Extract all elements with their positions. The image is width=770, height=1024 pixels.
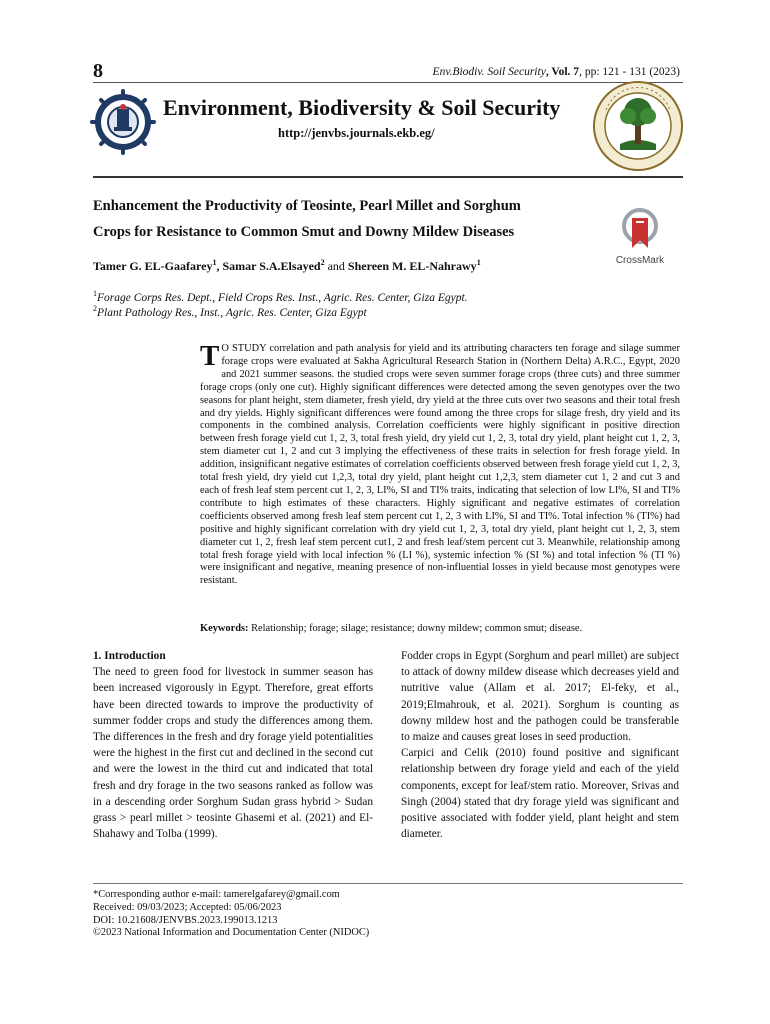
article-title xyxy=(93,193,593,245)
article-title-line-1: Enhancement the Productivity of Teosinte, Pearl Millet and Sorghum xyxy=(93,198,521,214)
affiliation-2 xyxy=(93,304,367,319)
abstract-text: O STUDY correlation and path analysis for yield and its attributing characters ten forage and silage summer forage crops were evaluated at Sakha Agricultural Research Station in (Northern Delta) A.R.C., Egypt, 2020 and 2021 summer seasons. the studied crops were seven summer forage crops (three cuts) and three summer forage crops (only one cut). Highly significant differences were detected among the seven genotypes over the two seasons for plant height, stem diameter, fresh yield, dry yield at the three cuts over two seasons and their total fresh and dry yields. Highly significant differences were found among the three crops for silage fresh, dry yield and its components in the combined analysis. Correlation coefficients were highly significant in positive direction between fresh forage yield cut 1, 2, 3, total fresh yield, dry yield cut 1, 2, 3, total dry yield, plant height cut 1, 2, 3, stem diameter cut 1, 2 and cut 3 implying the effectiveness of these traits in selection for fresh forage yield. In addition, insignificant negative estimates of correlation coefficients observed between fresh forage yield cut 1, 2, 3, total fresh yield, dry yield cut 1,2,3, total dry yield, plant height cut 1,2,3, stem diameter cut 1, 2 and cut 3 and each of fresh leaf stem percent cut 1, 2, 3, LI%, SI and TI% traits, indicating that selection of low LI%, SI and TI% contribute to high estimates of these characters. Highly significant and negative estimates of correlation coefficients observed among fresh leaf stem percent cut 1, 2, 3 with LI%, SI and TI%. Total infection % (TI%) had positive and highly significant correlation with dry yield cut 1, 2, 3, total dry yield, plant height cut 1, 2, 3, stem diameter cut 1, 2, fresh leaf stem percent cut1, 2 and fresh leaf/stem percent cut 3. Meanwhile, relationship among total fresh forage yield with local infection % (LI %), systemic infection % (SI %) and total infection % (TI %) were insignificant and negative, meaning presence of non-influential losses in yield because most genotypes were resistant. xyxy=(200,343,680,587)
crossmark-icon xyxy=(622,208,658,252)
keywords xyxy=(200,623,582,634)
body-column-right xyxy=(401,648,679,842)
copyright: ©2023 National Information and Documentation Center (NIDOC) xyxy=(93,927,370,939)
affiliation-1 xyxy=(93,289,468,304)
affiliation-marker: 1 xyxy=(93,289,97,298)
abstract xyxy=(200,340,680,588)
affiliation-text: Forage Corps Res. Dept., Field Crops Res. Inst., Agric. Res. Center, Giza Egypt. xyxy=(97,291,468,304)
body-column-left xyxy=(93,648,373,842)
footnote-rule xyxy=(93,883,683,884)
author-name: Shereen M. EL-Nahrawy xyxy=(347,259,477,273)
section-heading-introduction: 1. Introduction xyxy=(93,650,166,662)
paragraph: Carpici and Celik (2010) found positive and significant relationship between dry forage yield and each of the yield components, except for leaf/stem ratio. Moreover, Srivas and Singh (2004) stated that dry forage yield was significant and positive associated with fodder yield, plant height and stem diameter. xyxy=(401,747,679,841)
article-title-line-2: Crops for Resistance to Common Smut and Downy Mildew Diseases xyxy=(93,224,515,240)
citation-journal: Env.Biodiv. Soil Security xyxy=(432,66,546,78)
abstract-dropcap: T xyxy=(200,340,220,372)
affiliation-text: Plant Pathology Res., Inst., Agric. Res. Center, Giza Egypt xyxy=(97,306,367,319)
crossmark-label: CrossMark xyxy=(615,255,665,266)
society-seal-icon xyxy=(592,80,684,172)
affiliation-marker: 2 xyxy=(93,304,97,313)
keywords-list: Relationship; forage; silage; resistance; downy mildew; common smut; disease. xyxy=(248,623,583,634)
citation-pages: , pp: 121 - 131 (2023) xyxy=(579,66,680,78)
keywords-label: Keywords: xyxy=(200,623,249,634)
footnotes xyxy=(93,889,369,940)
received-accepted-dates: Received: 09/03/2023; Accepted: 05/06/2023 xyxy=(93,901,282,913)
doi[interactable]: DOI: 10.21608/JENVBS.2023.199013.1213 xyxy=(93,914,278,926)
journal-url[interactable]: http://jenvbs.journals.ekb.eg/ xyxy=(278,126,435,140)
author-list xyxy=(93,258,481,274)
author-name: Tamer G. EL-Gaafarey xyxy=(93,259,213,273)
citation-line xyxy=(433,66,680,78)
journal-logo-icon xyxy=(88,85,158,155)
paragraph: Fodder crops in Egypt (Sorghum and pearl millet) are subject to attack of downy mildew disease which decreases yield and nutritive value (Allam et al. 2017; El-feky, et al., 2019;Elmahrouk, et al. 2021). Sorghum is counting as downy mildew host and the pathogen could be transferable to maize and causes great loses in seed production. xyxy=(401,650,679,744)
paragraph: The need to green food for livestock in summer season has been increased vigorously in Egypt. Therefore, great efforts have been directed towards to improve the productivity of summer fodder crops and study the differences among them. The differences in the fresh and dry forage yield potentialities were the highest in the first cut and declined in the second cut and were the lowest in the third cut and indicated that total fresh and dry forage in the two seasons ranked as follow was in a descending order Sorghum Sudan grass hybrid > Sudan grass > pearl millet > teosinte Ghasemi et al. (2021) and El-Shahawy and Tolba (1999). xyxy=(93,666,373,841)
author-affiliation-marker: 1 xyxy=(476,258,481,267)
masthead-rule xyxy=(93,176,683,178)
page-number: 8 xyxy=(93,60,103,82)
author-name: Samar S.A.Elsayed xyxy=(222,259,321,273)
author-separator: and xyxy=(324,259,348,273)
author-affiliation-marker: 1 xyxy=(212,258,217,267)
journal-title: Environment, Biodiversity & Soil Security xyxy=(163,95,561,120)
citation-volume: , Vol. 7 xyxy=(545,66,580,78)
author-affiliation-marker: 2 xyxy=(320,258,325,267)
author-separator: , xyxy=(216,259,223,273)
crossmark-badge[interactable] xyxy=(610,208,670,266)
corresponding-author: *Corresponding author e-mail: tamerelgafarey@gmail.com xyxy=(93,889,340,900)
